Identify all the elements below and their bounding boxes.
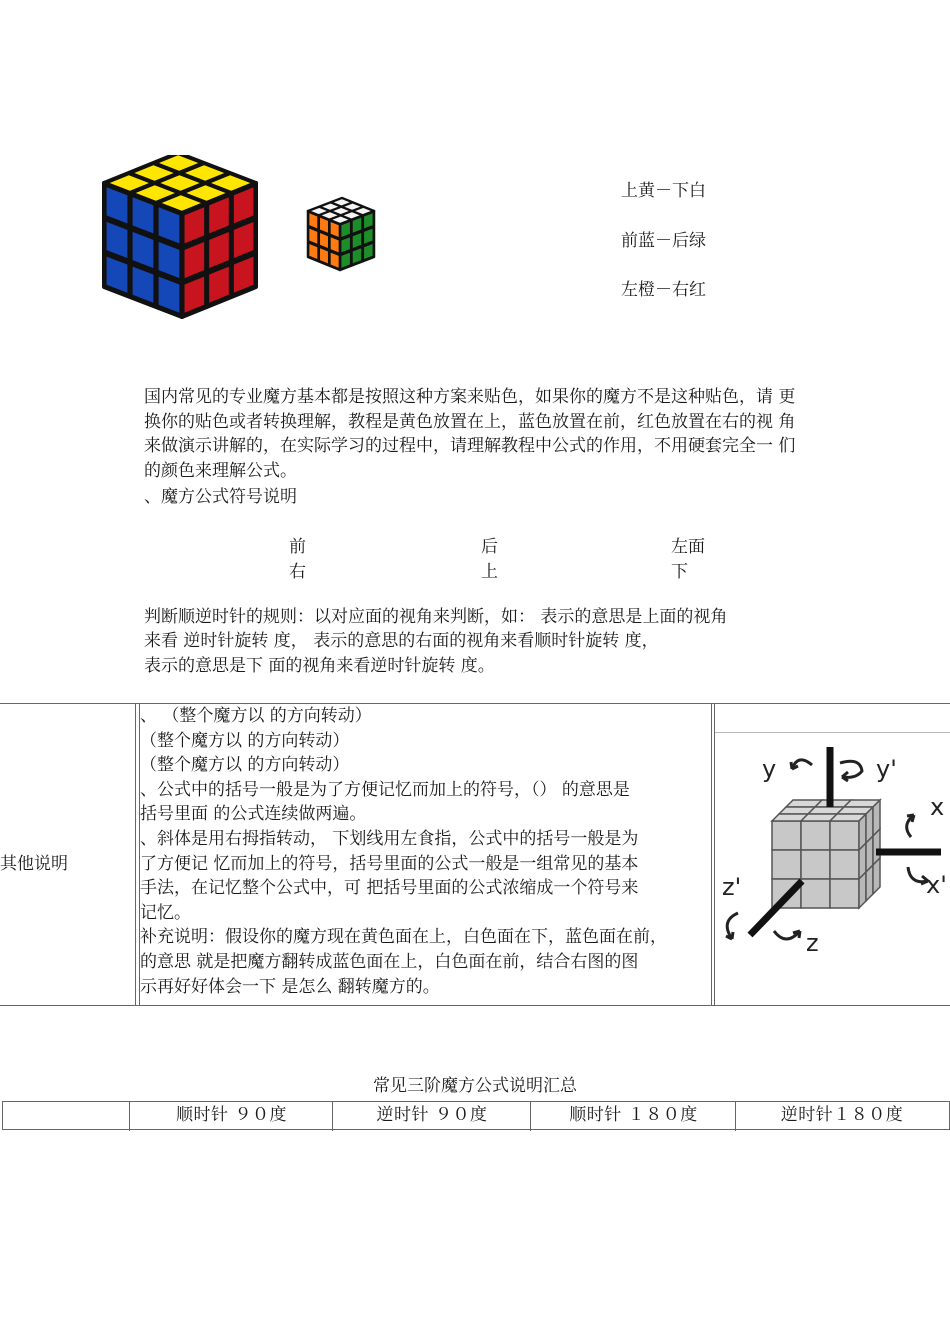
intro-paragraph: 国内常见的专业魔方基本都是按照这种方案来贴色，如果你的魔方不是这种贴色，请 更换你的贴色或者转换理解，教程是黄色放置在上，蓝色放置在前，红色放置在右的视 角来做演示讲解的，在实际学习的过程中，请理解教程中公式的作用，不用硬套完全一 们的颜色来理解公式。	[144, 387, 796, 481]
grey-cube-cell	[772, 821, 801, 850]
axis-label-y: y	[762, 755, 777, 783]
axis-label-x: x	[930, 793, 945, 821]
notes-content	[140, 704, 712, 999]
summary-header-ccw180: 逆时针１８０度	[780, 1105, 904, 1125]
note-line: 了方便记 忆而加上的符号，括号里面的公式一般是一组常见的基本	[140, 853, 639, 874]
summary-divider	[332, 1101, 333, 1131]
summary-header-ccw90: 逆时针 ９０度	[376, 1105, 488, 1125]
note-line: 记忆。	[140, 902, 191, 923]
summary-divider	[530, 1101, 531, 1131]
summary-header-cw90: 顺时针 ９０度	[176, 1105, 287, 1125]
rule-line-2: 来看 逆时针旋转 度， 表示的意思的右面的视角来看顺时针旋转 度，	[144, 631, 659, 651]
axis-label-y-prime: y'	[876, 755, 897, 783]
face-back: 后	[481, 537, 498, 557]
axis-label-x-prime: x'	[926, 871, 947, 899]
summary-divider	[735, 1101, 736, 1131]
faces-row-2	[0, 557, 950, 581]
grey-cube-cell	[830, 821, 859, 850]
grey-cube-cell	[801, 821, 830, 850]
face-right: 右	[289, 562, 306, 582]
summary-divider	[129, 1101, 130, 1131]
note-line: 补充说明：假设你的魔方现在黄色面在上，白色面在下，蓝色面在前，	[140, 927, 667, 948]
rule-line-3: 表示的意思是下 面的视角来看逆时针旋转 度。	[144, 656, 495, 676]
note-line: 、斜体是用右拇指转动， 下划线用左食指，公式中的括号一般是为	[140, 828, 639, 849]
summary-header-cw180: 顺时针 １８０度	[569, 1105, 698, 1125]
grey-cube-cell	[859, 872, 866, 908]
color-scheme	[621, 176, 751, 306]
axis-label-z: z	[806, 929, 819, 957]
cube-3x3-color-illustration	[100, 155, 265, 325]
note-line: 的意思 就是把魔方翻转成蓝色面在上，白色面在前，结合右图的图	[140, 951, 639, 972]
face-down: 下	[671, 562, 688, 582]
scheme-left-right: 左橙－右红	[621, 280, 706, 300]
grey-cube-cell	[873, 858, 880, 894]
cube-rotation-axes-diagram	[716, 735, 950, 1003]
grey-cube-cell	[772, 850, 801, 879]
rule-line-1: 判断顺逆时针的规则：以对应面的视角来判断，如： 表示的意思是上面的视角	[144, 607, 728, 627]
note-line: 括号里面 的公式连续做两遍。	[140, 804, 367, 825]
table-divider	[135, 703, 136, 1006]
summary-title: 常见三阶魔方公式说明汇总	[373, 1076, 577, 1096]
note-line: 、 （整个魔方以 的方向转动）	[140, 706, 372, 726]
table-divider	[714, 703, 715, 1006]
diagram-top-rule	[715, 732, 950, 733]
grey-cube-cell	[830, 850, 859, 879]
scheme-front-back: 前蓝－后绿	[621, 231, 706, 251]
scheme-top-bottom: 上黄－下白	[621, 181, 706, 201]
face-front: 前	[289, 537, 306, 557]
note-line: 、公式中的括号一般是为了方便记忆而加上的符号，（） 的意思是	[140, 779, 630, 800]
note-line: 示再好好体会一下 是怎么 翻转魔方的。	[140, 976, 440, 997]
faces-row-1	[0, 532, 950, 556]
note-line: （整个魔方以 的方向转动）	[140, 730, 350, 751]
cube-small-back-view-illustration	[302, 196, 382, 274]
summary-header-empty	[3, 1102, 129, 1128]
note-line: （整个魔方以 的方向转动）	[140, 755, 350, 776]
face-left: 左面	[671, 537, 705, 557]
grey-cube-cell	[801, 879, 830, 908]
note-line: 手法，在记忆整个公式中，可 把括号里面的公式浓缩成一个符号来	[140, 878, 639, 899]
axis-label-z-prime: z'	[722, 873, 742, 901]
grey-cube-cell	[866, 865, 873, 901]
grey-cube-cell	[801, 850, 830, 879]
face-up: 上	[481, 562, 498, 582]
grey-cube-cell	[830, 879, 859, 908]
notes-label: 其他说明	[0, 854, 68, 874]
section-heading: 、魔方公式符号说明	[144, 487, 297, 507]
